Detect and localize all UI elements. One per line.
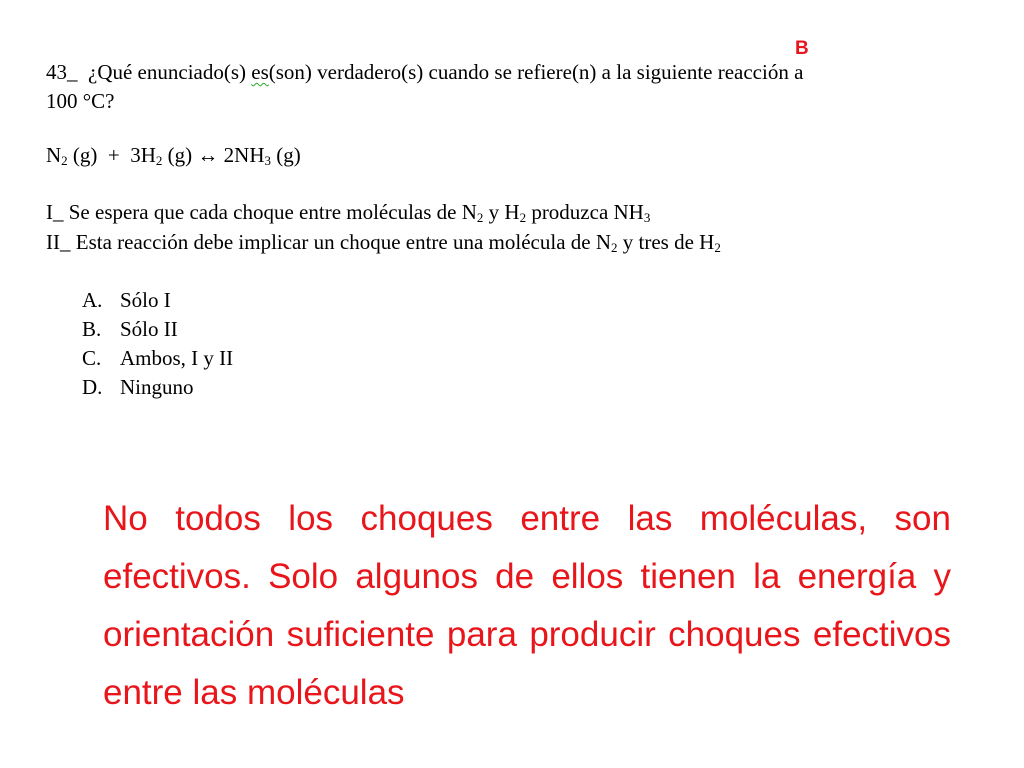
question-line-2: 100 °C? (46, 89, 115, 113)
statement-1-mid-2: produzca NH (526, 200, 644, 224)
statement-1 (46, 200, 650, 225)
statement-1-sub-3: 3 (643, 210, 651, 225)
statement-1-mid: y H (483, 200, 520, 224)
statement-2-sub-1: 2 (611, 240, 618, 255)
eq-nh-sub: 3 (264, 153, 271, 168)
eq-n: N (46, 143, 62, 167)
eq-n-state: (g) + 3H (67, 143, 156, 167)
explanation-text: No todos los choques entre las moléculas, son efectivos. Solo algunos de ellos tienen la energía y orientación suficiente para producir choques efectivos entre las moléculas (103, 499, 951, 712)
statement-2-text: II_ Esta reacción debe implicar un choque entre una molécula de N (46, 230, 612, 254)
option-text: Sólo I (120, 288, 171, 312)
statement-1-text: I_ Se espera que cada choque entre moléculas de N (46, 200, 477, 224)
question (46, 58, 986, 116)
option-d (82, 373, 233, 402)
option-text: Ambos, I y II (120, 346, 234, 370)
option-letter: A. (82, 288, 103, 312)
statement-1-sub-1: 2 (476, 210, 484, 225)
statement-2 (46, 230, 721, 255)
answer-options (82, 286, 233, 402)
question-line-1 (46, 58, 986, 87)
eq-n-sub: 2 (61, 153, 68, 168)
statement-2-sub-2: 2 (714, 240, 721, 255)
option-b (82, 315, 233, 344)
answer-marker: B (795, 38, 809, 59)
statement-1-sub-2: 2 (519, 210, 527, 225)
eq-h-sub: 2 (155, 153, 163, 168)
option-a (82, 286, 233, 315)
question-number: 43_ (46, 60, 78, 84)
question-text-start: ¿Qué enunciado(s) (88, 60, 252, 84)
question-text-end: (son) verdadero(s) cuando se refiere(n) a la siguiente reacción a (268, 60, 804, 84)
option-letter: D. (82, 375, 103, 399)
option-letter: C. (82, 346, 102, 370)
eq-h-state: (g) ↔ 2NH (162, 143, 265, 167)
option-text: Ninguno (120, 375, 194, 399)
spellcheck-word: es (251, 60, 269, 84)
eq-nh-state: (g) (271, 143, 301, 167)
option-letter: B. (82, 317, 102, 341)
option-c (82, 344, 233, 373)
statement-2-mid: y tres de H (617, 230, 715, 254)
reaction-equation (46, 143, 301, 168)
option-text: Sólo II (120, 317, 178, 341)
